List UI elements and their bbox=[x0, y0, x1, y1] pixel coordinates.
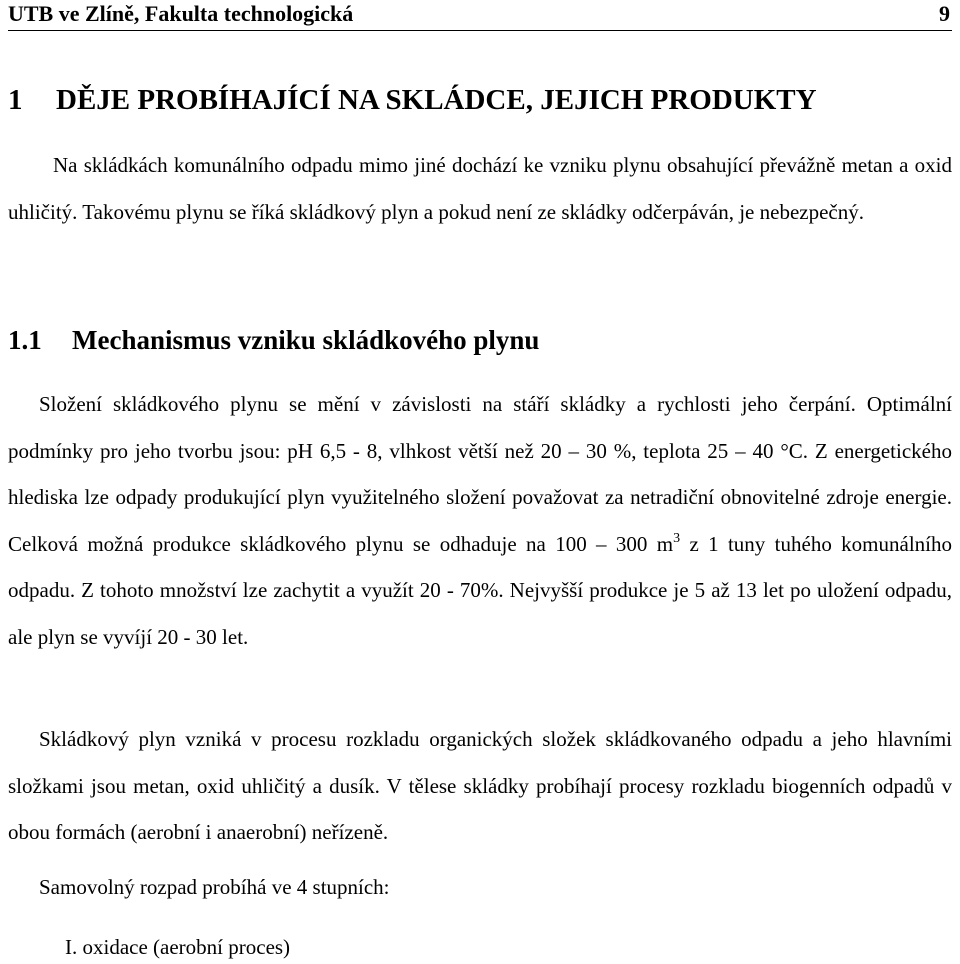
paragraph-composition-text-cont: z 1 tuny tuhého komunálního odpadu. Z tohoto množství lze zachytit a využít 20 - 70%. Nejvyšší produkce je 5 až 13 let po uložení odpadu, ale plyn se vyvíjí 20 - 30 let. bbox=[8, 531, 952, 649]
list-item: I. oxidace (aerobní proces) bbox=[65, 935, 291, 959]
intro-paragraph: Na skládkách komunálního odpadu mimo jiné dochází ke vzniku plynu obsahující převážně metan a oxid uhličitý. Takovému plynu se říká skládkový plyn a pokud není ze skládky odčerpáván, je nebezpečný. bbox=[8, 153, 952, 224]
chapter-number: 1 bbox=[8, 84, 23, 116]
section-title: Mechanismus vzniku skládkového plynu bbox=[72, 325, 540, 355]
superscript-cubic: 3 bbox=[673, 530, 681, 546]
chapter-title: DĚJE PROBÍHAJÍCÍ NA SKLÁDCE, JEJICH PRODUKTY bbox=[56, 84, 817, 116]
paragraph-composition bbox=[8, 381, 952, 660]
paragraph-composition-text: Složení skládkového plynu se mění v závislosti na stáří skládky a rychlosti jeho čerpání. Optimální podmínky pro jeho tvorbu jsou: pH 6,5 - 8, vlhkost větší než 20 – 30 %, teplota 25 – 40 °C. Z energetického hlediska lze odpady produkující plyn využitelného složení považovat za netradiční obnovitelné zdroje energie. Celková možná produkce skládkového plynu se odhaduje na 100 – 300 m bbox=[8, 392, 952, 556]
page-header bbox=[8, 0, 952, 31]
paragraph-decomposition: Skládkový plyn vzniká v procesu rozkladu organických složek skládkovaného odpadu a jeho hlavními složkami jsou metan, oxid uhličitý a dusík. V tělese skládky probíhají procesy rozkladu biogenních odpadů v obou formách (aerobní i anaerobní) neřízeně. bbox=[8, 727, 952, 844]
chapter-heading bbox=[8, 82, 817, 118]
section-heading bbox=[8, 323, 539, 357]
header-school: UTB ve Zlíně, Fakulta technologická bbox=[8, 1, 354, 26]
page-number: 9 bbox=[939, 1, 950, 26]
section-number: 1.1 bbox=[8, 325, 42, 355]
paragraph-stages-intro: Samovolný rozpad probíhá ve 4 stupních: bbox=[39, 875, 390, 899]
